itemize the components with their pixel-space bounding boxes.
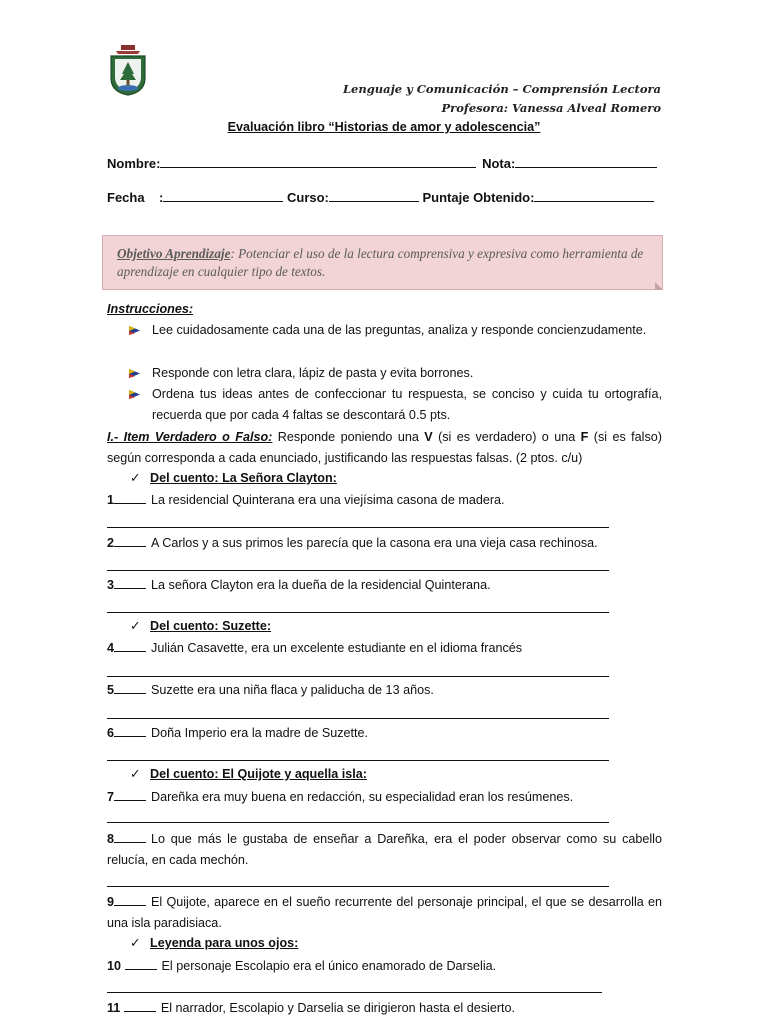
curso-label: Curso:: [286, 190, 329, 205]
justification-line[interactable]: [107, 676, 609, 677]
question-item: [107, 998, 662, 1019]
school-crest-logo: [108, 44, 148, 96]
question-text: El personaje Escolapio era el único enamorado de Darselia.: [161, 959, 497, 973]
objective-box: [102, 235, 663, 290]
bullet-icon: [128, 325, 141, 336]
bullet-icon: [128, 389, 141, 400]
checkmark-icon: ✓: [130, 936, 141, 950]
instruction-text: Lee cuidadosamente cada una de las preguntas, analiza y responde concienzudamente.: [152, 323, 647, 337]
instruction-text: Responde con letra clara, lápiz de pasta y evita borrones.: [152, 366, 474, 380]
answer-blank[interactable]: [125, 957, 157, 970]
justification-line[interactable]: [107, 992, 602, 993]
instruction-text: Ordena tus ideas antes de confeccionar tu respuesta, se conciso y cuida tu ortografía, recuerda que por cada 4 faltas se descontará 0.5 pts.: [152, 387, 662, 422]
question-text: A Carlos y a sus primos les parecía que la casona era una vieja casa rechinosa.: [151, 536, 598, 550]
answer-blank[interactable]: [114, 893, 146, 906]
bullet-icon: [128, 368, 141, 379]
instruction-item: [128, 363, 662, 384]
objective-label: Objetivo Aprendizaje: [117, 246, 231, 261]
story-title: Del cuento: Suzette:: [150, 619, 272, 633]
section-label: I.- Item Verdadero o Falso:: [107, 430, 273, 444]
fecha-field[interactable]: [163, 188, 283, 202]
course-info-row: [107, 188, 662, 205]
section-text: (si es falso) según corresponda a cada enunciado, justificando las respuestas falsas. (2 ptos. c/u): [107, 430, 662, 465]
justification-line[interactable]: [107, 760, 609, 761]
nombre-label: Nombre:: [107, 156, 161, 171]
nota-label: Nota:: [482, 156, 516, 171]
checkmark-icon: ✓: [130, 619, 141, 633]
question-item: [107, 575, 662, 596]
question-text: El Quijote, aparece en el sueño recurrente del personaje principal, el que se desarrolla en una isla paradisiaca.: [107, 895, 662, 930]
question-number: 8: [107, 832, 115, 846]
question-number: 11: [107, 1001, 121, 1015]
instructions-title: Instrucciones:: [107, 302, 194, 316]
question-number: 3: [107, 578, 115, 592]
question-item: [107, 829, 662, 871]
question-item: [107, 723, 662, 744]
section-text: Responde poniendo una: [272, 430, 425, 444]
question-item: [107, 638, 662, 659]
curso-field[interactable]: [329, 188, 419, 202]
story-heading: [130, 935, 298, 950]
justification-line[interactable]: [107, 886, 609, 887]
puntaje-field[interactable]: [534, 188, 654, 202]
true-marker: V: [424, 430, 433, 444]
question-item: [107, 787, 662, 808]
question-text: La residencial Quinterana era una viejísima casona de madera.: [151, 493, 505, 507]
story-heading: [130, 470, 337, 485]
justification-line[interactable]: [107, 527, 609, 528]
story-title: Del cuento: La Señora Clayton:: [150, 471, 337, 485]
question-item: [107, 490, 662, 511]
puntaje-label: Puntaje Obtenido:: [422, 190, 535, 205]
story-title: Leyenda para unos ojos:: [150, 936, 299, 950]
question-text: Doña Imperio era la madre de Suzette.: [151, 726, 369, 740]
question-number: 1: [107, 493, 115, 507]
answer-blank[interactable]: [114, 724, 146, 737]
question-item: [107, 533, 662, 554]
story-heading: [130, 618, 271, 633]
nombre-field[interactable]: [160, 154, 476, 168]
question-text: La señora Clayton era la dueña de la residencial Quinterana.: [151, 578, 491, 592]
answer-blank[interactable]: [114, 830, 146, 843]
question-text: Dareñka era muy buena en redacción, su especialidad eran los resúmenes.: [151, 790, 574, 804]
question-number: 5: [107, 683, 115, 697]
question-number: 2: [107, 536, 115, 550]
instruction-item: [128, 384, 662, 426]
checkmark-icon: ✓: [130, 471, 141, 485]
justification-line[interactable]: [107, 612, 609, 613]
justification-line[interactable]: [107, 822, 609, 823]
checkmark-icon: ✓: [130, 767, 141, 781]
nota-field[interactable]: [515, 154, 657, 168]
header-subject: Lenguaje y Comunicación – Comprensión Lectora: [342, 82, 661, 96]
question-text: Julián Casavette, era un excelente estudiante en el idioma francés: [151, 641, 523, 655]
page-title: Evaluación libro “Historias de amor y adolescencia”: [227, 120, 541, 134]
answer-blank[interactable]: [114, 681, 146, 694]
question-item: [107, 680, 662, 701]
question-number: 10: [107, 959, 122, 973]
question-number: 7: [107, 790, 115, 804]
answer-blank[interactable]: [114, 788, 146, 801]
false-marker: F: [580, 430, 589, 444]
question-number: 6: [107, 726, 115, 740]
header-teacher: Profesora: Vanessa Alveal Romero: [441, 101, 661, 115]
answer-blank[interactable]: [124, 999, 156, 1012]
story-heading: [130, 766, 367, 781]
student-info-row: [107, 154, 662, 171]
question-number: 9: [107, 895, 115, 909]
question-item: [107, 892, 662, 934]
question-text: El narrador, Escolapio y Darselia se dirigieron hasta el desierto.: [160, 1001, 516, 1015]
question-item: [107, 956, 662, 977]
story-title: Del cuento: El Quijote y aquella isla:: [150, 767, 367, 781]
question-text: Lo que más le gustaba de enseñar a Dareñka, era el poder observar como su cabello relucía, en cada mechón.: [107, 832, 662, 867]
question-text: Suzette era una niña flaca y paliducha de 13 años.: [151, 683, 434, 697]
page-curl-decoration: [655, 282, 663, 290]
answer-blank[interactable]: [114, 576, 146, 589]
question-number: 4: [107, 641, 115, 655]
justification-line[interactable]: [107, 570, 609, 571]
section-text: (si es verdadero) o una: [432, 430, 581, 444]
instruction-item: [128, 320, 662, 341]
fecha-label: Fecha :: [107, 190, 164, 205]
objective-text: : Potenciar el uso de la lectura comprensiva y expresiva como herramienta de aprendizaje en cualquier tipo de textos.: [117, 246, 644, 279]
section-instructions: [107, 427, 662, 469]
answer-blank[interactable]: [114, 534, 146, 547]
justification-line[interactable]: [107, 718, 609, 719]
answer-blank[interactable]: [114, 491, 146, 504]
answer-blank[interactable]: [114, 639, 146, 652]
